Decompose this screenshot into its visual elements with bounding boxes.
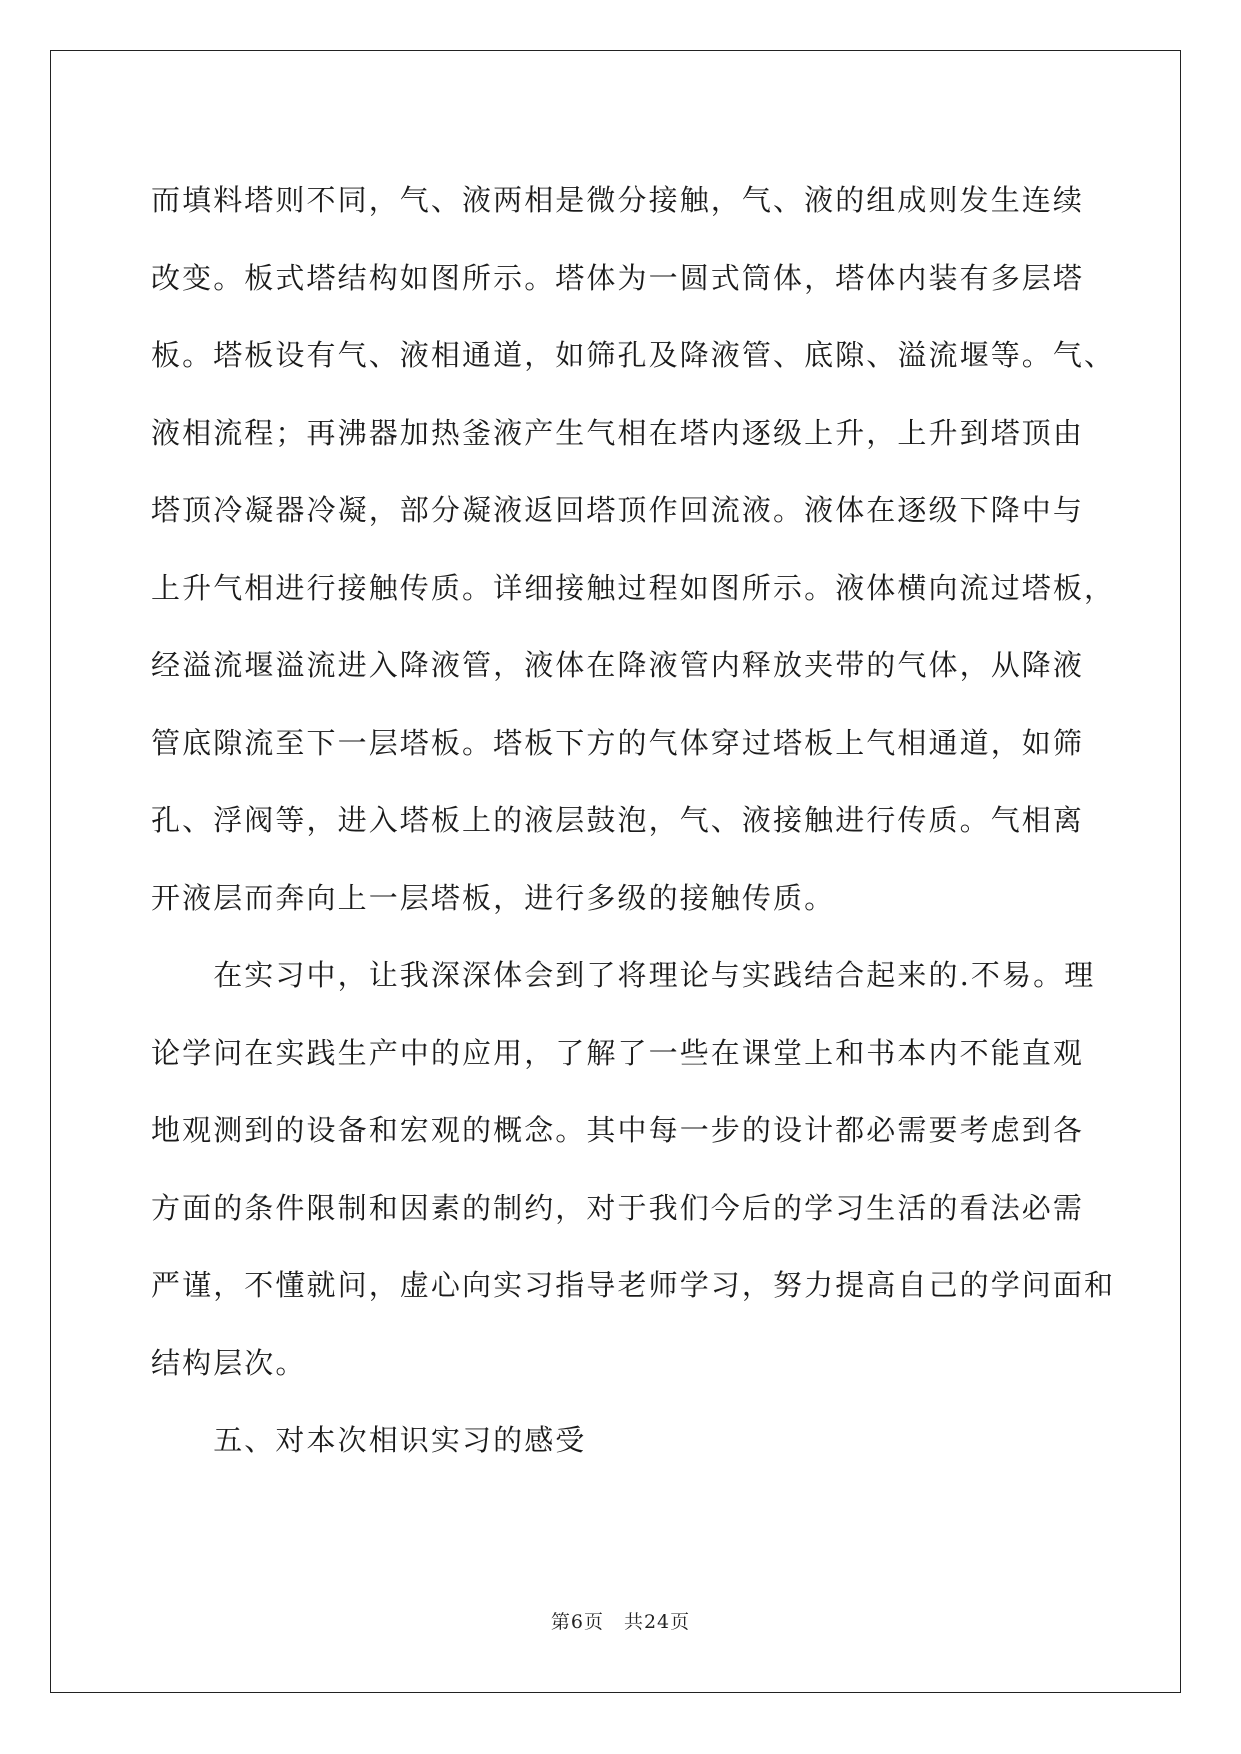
text-line: 方面的条件限制和因素的制约，对于我们今后的学习生活的看法必需 <box>151 1190 1085 1225</box>
text-line: 板。塔板设有气、液相通道，如筛孔及降液管、底隙、溢流堰等。气、 <box>151 338 1116 372</box>
text-line: 经溢流堰溢流进入降液管，液体在降液管内释放夹带的气体，从降液 <box>151 648 1085 682</box>
page-number: 第6页 <box>550 1611 604 1633</box>
text-line: 孔、浮阀等，进入塔板上的液层鼓泡，气、液接触进行传质。气相离 <box>151 803 1085 837</box>
page-total: 共24页 <box>623 1611 691 1633</box>
page-footer <box>0 1607 1241 1634</box>
text-line: 改变。板式塔结构如图所示。塔体为一圆式筒体，塔体内装有多层塔 <box>151 260 1085 295</box>
text-line: 在实习中，让我深深体会到了将理论与实践结合起来的.不易。理 <box>151 958 1096 992</box>
text-line: 上升气相进行接触传质。详细接触过程如图所示。液体横向流过塔板， <box>151 570 1116 605</box>
text-line: 结构层次。 <box>151 1345 307 1380</box>
text-line: 而填料塔则不同，气、液两相是微分接触，气、液的组成则发生连续 <box>151 183 1085 217</box>
section-heading: 五、对本次相识实习的感受 <box>151 1423 587 1457</box>
text-line: 地观测到的设备和宏观的概念。其中每一步的设计都必需要考虑到各 <box>151 1113 1085 1147</box>
text-line: 论学问在实践生产中的应用，了解了一些在课堂上和书本内不能直观 <box>151 1035 1085 1070</box>
paragraph-1 <box>151 162 1116 937</box>
paragraph-2 <box>151 937 1116 1402</box>
text-line: 塔顶冷凝器冷凝，部分凝液返回塔顶作回流液。液体在逐级下降中与 <box>151 493 1085 527</box>
text-line: 开液层而奔向上一层塔板，进行多级的接触传质。 <box>151 880 836 915</box>
text-line: 严谨，不懂就问，虚心向实习指导老师学习，努力提高自己的学问面和 <box>151 1268 1116 1302</box>
text-line: 液相流程；再沸器加热釜液产生气相在塔内逐级上升，上升到塔顶由 <box>151 415 1085 450</box>
text-line: 管底隙流至下一层塔板。塔板下方的气体穿过塔板上气相通道，如筛 <box>151 725 1085 760</box>
document-body <box>151 162 1116 1480</box>
